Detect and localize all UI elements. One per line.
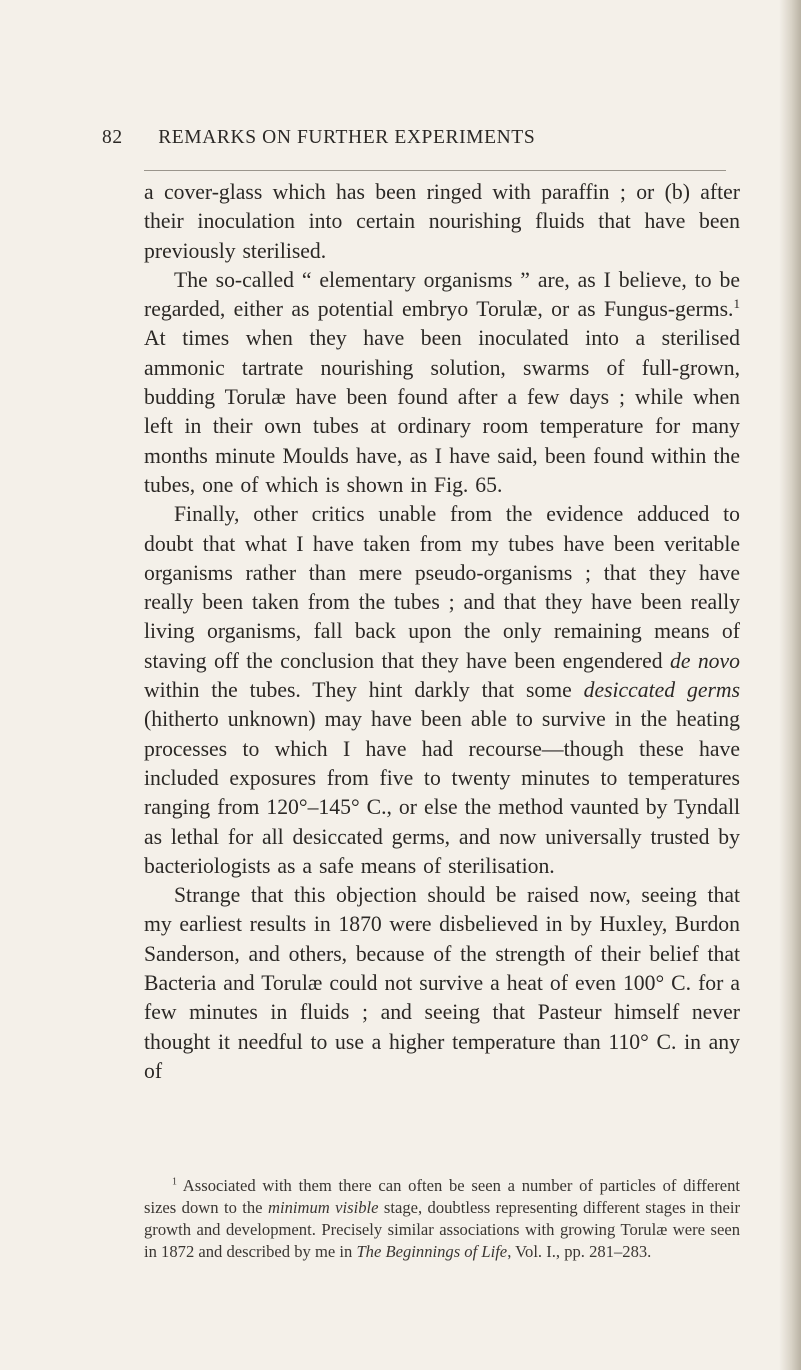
paragraph-4-text: Strange that this objection should be raised now, seeing that my earliest results in 1870 were disbelieved in by Huxley, Burdon Sanderson, and others, because of the strength of their belief that Bacteria and Torulæ could not survive a heat of even 100° C. for a few minutes in fluids ; and seeing that Pasteur himself never thought it needful to use a higher temperature than 110° C. in any of: [144, 883, 740, 1083]
italic-phrase-de-novo: de novo: [670, 648, 740, 673]
paragraph-1-text: a cover-glass which has been ringed with paraffin ; or (b) after their inoculation into certain nourishing fluids that have been previously sterilised.: [144, 180, 740, 263]
paragraph-4: [144, 881, 740, 1086]
paragraph-3-text-c: (hitherto unknown) may have been able to survive in the heating processes to which I have had recourse—though these have included exposures from five to twenty minutes to temperatures ranging from 120°–145° C., or else the method vaunted by Tyndall as lethal for all desiccated germs, and now universally trusted by bacteriologists as a safe means of sterilisation.: [144, 707, 740, 878]
paragraph-3-text-b: within the tubes. They hint darkly that some: [144, 678, 584, 703]
footnote-italic-book-title: The Beginnings of Life: [356, 1242, 508, 1262]
footnote-text-b: stage, doubtless representing different stages in their growth and development. Precisely similar associations with growing Torulæ were seen in 1872 and described by me in: [144, 1198, 740, 1262]
footnote-marker: 1: [172, 1176, 177, 1188]
footnote-italic-minimum-visible: minimum visible: [267, 1198, 379, 1218]
body-text: [144, 178, 740, 1086]
footnote: [144, 1175, 740, 1263]
italic-phrase-desiccated-germs: desiccated germs: [583, 678, 741, 703]
paragraph-3: [144, 500, 740, 881]
paragraph-3-text-a: Finally, other critics unable from the evidence adduced to doubt that what I have taken from my tubes have been veritable organisms rather than mere pseudo-organisms ; that they have really been taken from the tubes ; and that they have been really living organisms, fall back upon the only remaining means of staving off the conclusion that they have been engendered: [144, 502, 740, 673]
running-header: [102, 127, 702, 149]
paragraph-1: [144, 178, 740, 266]
footnote-paragraph: [144, 1175, 740, 1263]
paragraph-2: [144, 266, 740, 500]
running-title: REMARKS ON FURTHER EXPERIMENTS: [158, 127, 536, 148]
paragraph-2-text-b: At times when they have been inoculated into a sterilised ammonic tartrate nourishing solution, swarms of full-grown, budding Torulæ have been found after a few days ; while when left in their own tubes at ordinary room temperature for many months minute Moulds have, as I have said, been found within the tubes, one of which is shown in Fig. 65.: [144, 326, 740, 497]
page-number: 82: [102, 127, 123, 148]
page-edge-shadow: [779, 0, 801, 1370]
footnote-text-c: , Vol. I., pp. 281–283.: [507, 1242, 652, 1262]
paragraph-2-text-a: The so-called “ elementary organisms ” are, as I believe, to be regarded, either as potential embryo Torulæ, or as Fungus-germs.: [144, 267, 740, 322]
footnote-reference: 1: [733, 295, 740, 311]
header-rule: [144, 170, 726, 171]
footnote-text-a: Associated with them there can often be seen a number of particles of different sizes down to the: [144, 1176, 740, 1218]
